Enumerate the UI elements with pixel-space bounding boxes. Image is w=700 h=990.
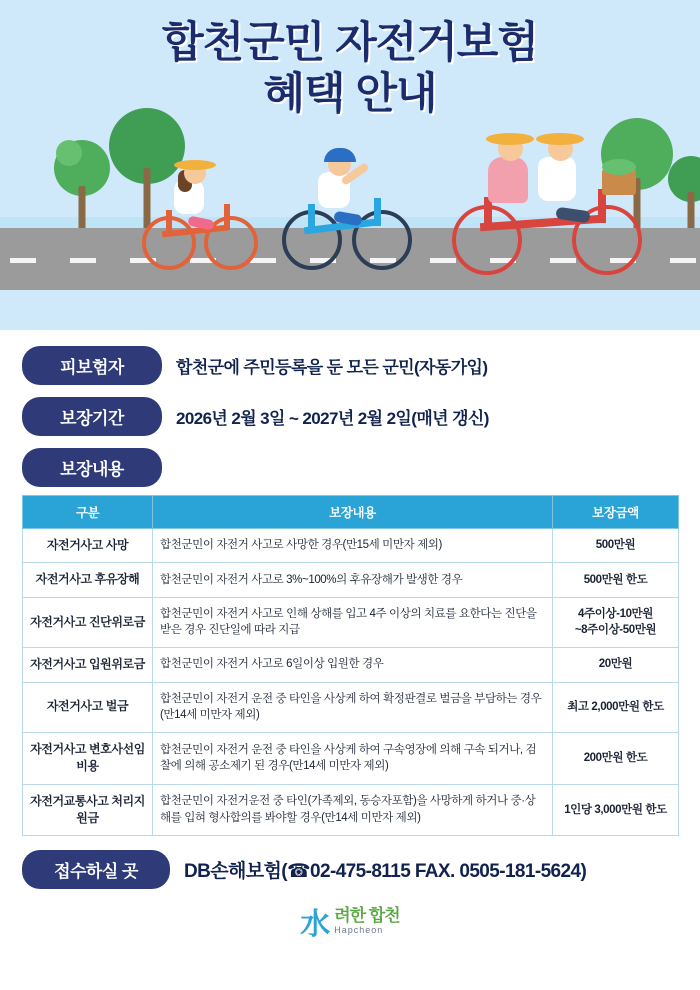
col-header-category: 구분 [23,496,153,529]
coverage-table [22,495,679,836]
cell-description: 합천군민이 자전거 사고로 사망한 경우(만15세 미만자 제외) [153,529,553,563]
cell-description: 합천군민이 자전거 운전 중 타인을 사상케 하여 확정판결로 벌금을 부담하는 경우(만14세 미만자 제외) [153,682,553,732]
table-row [23,529,679,563]
cell-description: 합천군민이 자전거운전 중 타인(가족제외, 동승자포함)을 사망하게 하거나 중·상해를 입혀 형사합의를 봐야할 경우(만14세 미만자 제외) [153,784,553,836]
col-header-description: 보장내용 [153,496,553,529]
table-row [23,563,679,597]
cell-amount: 1인당 3,000만원 한도 [553,784,679,836]
cell-category: 자전거교통사고 처리지원금 [23,784,153,836]
tree-icon [668,144,700,230]
label-insured: 피보험자 [22,346,162,385]
value-application-place: DB손해보험(☎02-475-8115 FAX. 0505-181-5624) [184,861,587,883]
cell-amount: 500만원 한도 [553,563,679,597]
child-cyclist-illustration [140,140,260,270]
cell-description: 합천군민이 자전거 사고로 3%~100%의 후유장해가 발생한 경우 [153,563,553,597]
couple-cyclists-illustration [452,110,662,275]
tree-icon [52,135,112,230]
cell-category: 자전거사고 사망 [23,529,153,563]
col-header-amount: 보장금액 [553,496,679,529]
cell-category: 자전거사고 입원위로금 [23,648,153,682]
cell-amount: 200만원 한도 [553,732,679,784]
ground-band [0,290,700,330]
hero-illustration [0,0,700,330]
water-character-icon: 水 [300,907,331,943]
label-application-place: 접수하실 곳 [22,850,170,889]
cell-amount: 20만원 [553,648,679,682]
logo-korean-text: 려한 합천 [334,906,400,926]
cell-category: 자전거사고 변호사선임비용 [23,732,153,784]
info-row-period [22,397,678,436]
cell-description: 합천군민이 자전거 사고로 인해 상해를 입고 4주 이상의 치료를 요한다는 진단을 받은 경우 진단일에 따라 지급 [153,597,553,647]
cell-description: 합천군민이 자전거 운전 중 타인을 사상케 하여 구속영장에 의해 구속 되거나, 검찰에 의해 공소제기 된 경우(만14세 미만자 제외) [153,732,553,784]
footer-contact [0,836,700,889]
value-insured: 합천군에 주민등록을 둔 모든 군민(자동가입) [176,358,488,377]
table-header-row [23,496,679,529]
table-row [23,784,679,836]
cell-category: 자전거사고 벌금 [23,682,153,732]
table-row [23,732,679,784]
cell-amount: 500만원 [553,529,679,563]
table-row [23,597,679,647]
table-row [23,682,679,732]
coverage-table-wrap [0,493,700,836]
cell-amount: 4주이상-10만원 ~8주이상-50만원 [553,597,679,647]
hapcheon-logo [0,899,700,943]
cell-amount: 최고 2,000만원 한도 [553,682,679,732]
info-section [0,330,700,487]
info-row-insured [22,346,678,385]
title-line-2: 혜택 안내 [263,69,437,118]
table-row [23,648,679,682]
title-line-1: 합천군민 자전거보험 [162,19,538,67]
page-title [0,18,700,119]
label-period: 보장기간 [22,397,162,436]
cell-category: 자전거사고 후유장해 [23,563,153,597]
logo-english-text: Hapcheon [334,925,384,936]
boy-cyclist-illustration [282,130,412,270]
value-period: 2026년 2월 3일 ~ 2027년 2월 2일(매년 갱신) [176,409,489,428]
cell-description: 합천군민이 자전거 사고로 6일이상 입원한 경우 [153,648,553,682]
info-row-coverage [22,448,678,487]
label-coverage: 보장내용 [22,448,162,487]
cell-category: 자전거사고 진단위로금 [23,597,153,647]
table-body [23,529,679,836]
